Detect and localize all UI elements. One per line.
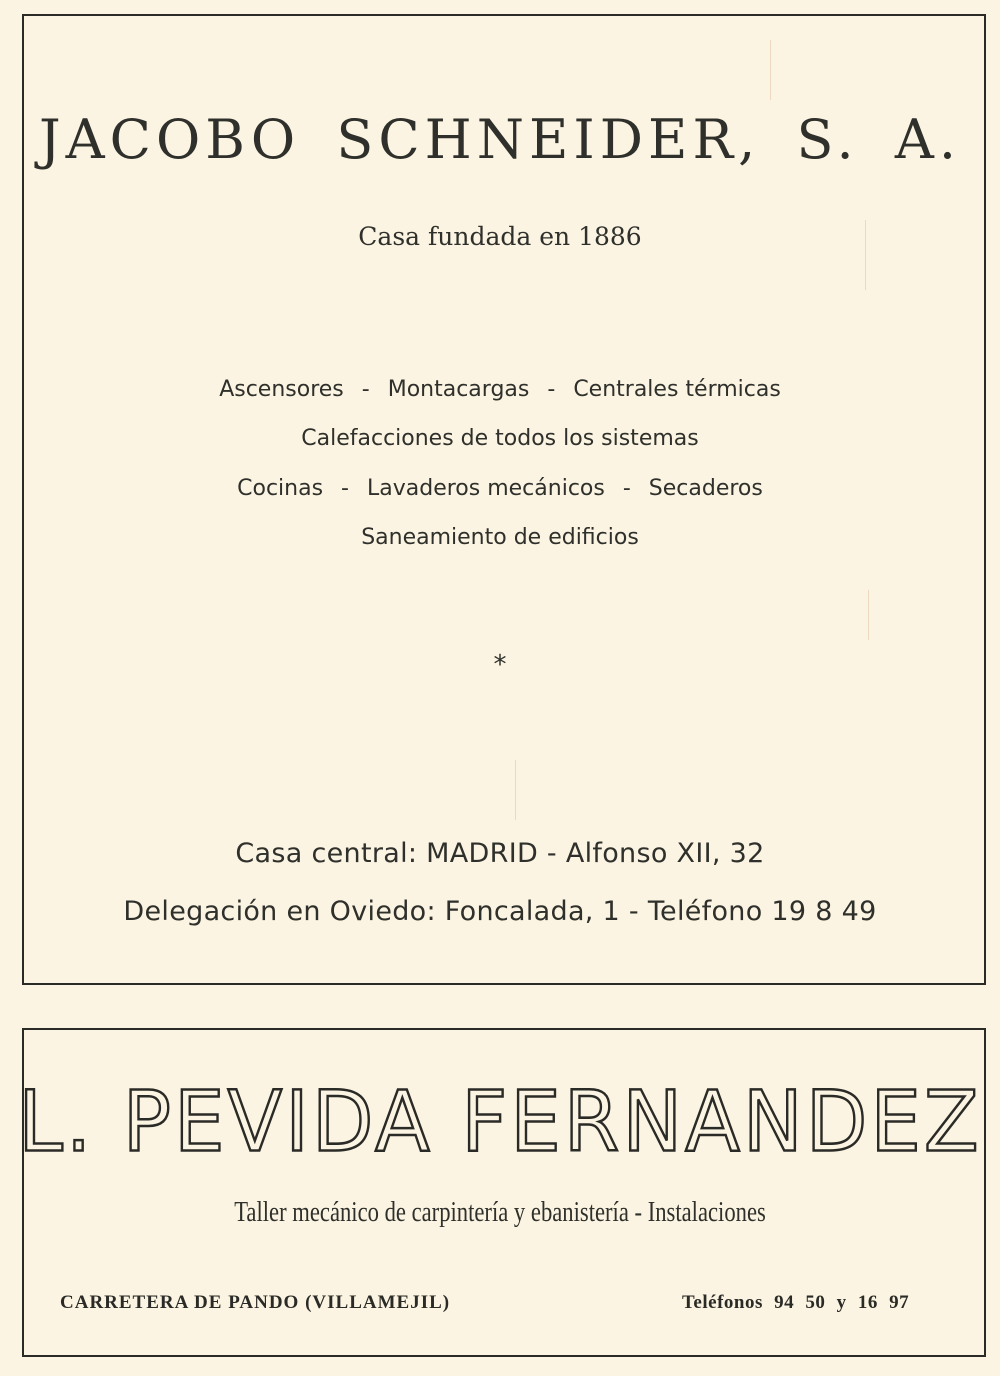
street-address: CARRETERA DE PANDO (VILLAMEJIL)	[60, 1292, 451, 1313]
founded-tagline: Casa fundada en 1886	[358, 222, 642, 251]
separator: -	[547, 377, 556, 402]
separator: -	[361, 377, 370, 402]
company-title: L. PEVIDA FERNANDEZ	[18, 1072, 982, 1171]
services-line-4: Saneamiento de edificios	[361, 525, 639, 550]
services-line-2: Calefacciones de todos los sistemas	[301, 426, 699, 451]
head-office-address: Casa central: MADRID - Alfonso XII, 32	[235, 838, 765, 869]
service-item: Cocinas	[237, 476, 324, 501]
service-item: Lavaderos mecánicos	[367, 476, 605, 501]
company-title: JACOBO SCHNEIDER, S. A.	[38, 108, 962, 171]
separator: -	[341, 476, 349, 501]
services-line-1	[0, 377, 1000, 402]
separator: -	[622, 476, 631, 501]
service-item: Montacargas	[387, 377, 530, 402]
service-item: Ascensores	[219, 377, 344, 402]
service-item: Centrales térmicas	[573, 377, 781, 402]
phone-numbers: Teléfonos 94 50 y 16 97	[682, 1292, 910, 1313]
service-item: Secaderos	[648, 476, 763, 501]
business-description: Taller mecánico de carpintería y ebanistería - Instalaciones	[234, 1196, 766, 1228]
asterisk-ornament-icon: *	[493, 650, 507, 680]
services-line-3	[0, 476, 1000, 501]
branch-address: Delegación en Oviedo: Foncalada, 1 - Teléfono 19 8 49	[123, 896, 877, 927]
